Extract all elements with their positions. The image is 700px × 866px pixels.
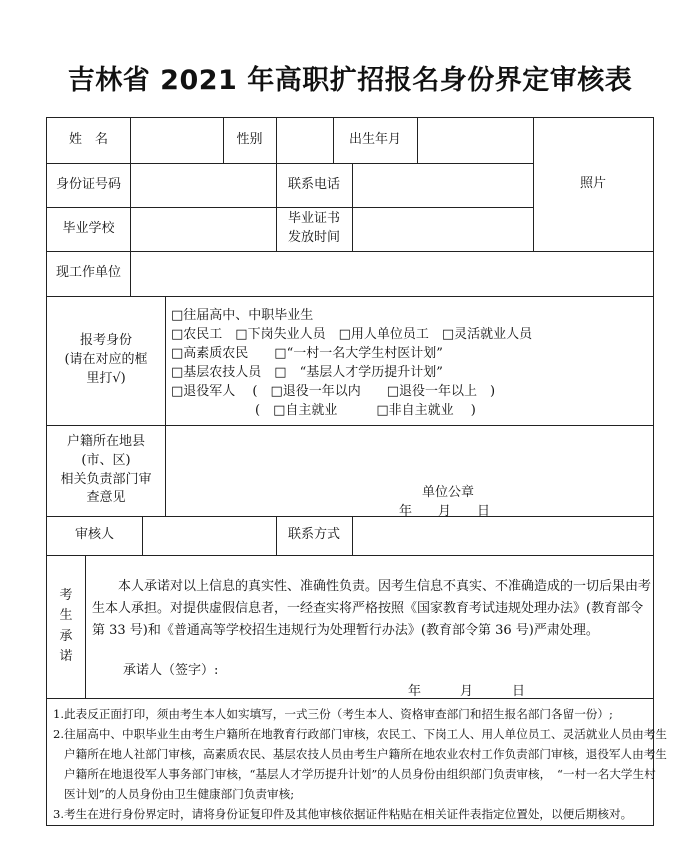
pledge-side-char: 承 [59, 628, 73, 644]
note-line: 1.此表反正面打印，须由考生本人如实填写，一式三份（考生本人、资格审查部门和招生报名部门各留一份）; [53, 707, 613, 721]
photo-box[interactable]: 照片 [579, 176, 606, 192]
department-opinion-label [47, 425, 165, 516]
birth-date-label: 出生年月 [348, 132, 401, 148]
gender-field[interactable] [277, 119, 332, 162]
reviewer-label: 审核人 [74, 527, 114, 543]
contact-field[interactable] [353, 517, 652, 554]
identity-label [47, 296, 165, 425]
note-line: 3.考生在进行身份界定时，请将身份证复印件及其他审核依据证件粘贴在相关证件表指定位置处，以便后期核对。 [53, 807, 633, 821]
cert-date-label [276, 207, 352, 251]
audit-form-table [46, 117, 667, 826]
identity-option-line[interactable]: □退役军人 ( □退役一年以内 □退役一年以上 ) [171, 384, 496, 399]
department-label-line3: 相关负责部门审 [60, 471, 152, 487]
note-line: 户籍所在地退役军人事务部门审核，“基层人才学历提升计划”的人员身份由组织部门负责审核， “一村一名大学生村 [64, 767, 656, 781]
pledge-side-label [47, 555, 85, 698]
identity-label-line2: (请在对应的框 [64, 352, 148, 368]
identity-option-line[interactable]: □往届高中、中职毕业生 [171, 308, 314, 323]
note-line: 医计划”的人员身份由卫生健康部门负责审核; [64, 787, 295, 801]
identity-option-line[interactable]: ( □自主就业 □非自主就业 ) [255, 403, 476, 418]
department-label-line4: 查意见 [86, 490, 126, 506]
work-unit-field[interactable] [131, 252, 652, 295]
note-line: 户籍所在地人社部门审核，高素质农民、基层农技人员由考生户籍所在地农业农村工作负责部门审核，退役军人由考生 [64, 747, 667, 761]
phone-field[interactable] [353, 164, 532, 206]
pledge-text-line: 本人承诺对以上信息的真实性、准确性负责。因考生信息不真实、不准确造成的一切后果由考 [118, 579, 652, 594]
pledge-date: 年 月 日 [408, 684, 526, 699]
id-number-field[interactable] [131, 164, 275, 206]
unit-seal-label: 单位公章 [422, 485, 475, 500]
department-label-line2: (市、区) [81, 452, 131, 468]
birth-date-field[interactable] [418, 119, 532, 162]
contact-label: 联系方式 [287, 527, 340, 543]
pledge-text-line: 第 33 号)和《普通高等学校招生违规行为处理暂行办法》(教育部令第 36 号)严肃处理。 [92, 623, 599, 638]
school-label: 毕业学校 [62, 220, 115, 236]
cert-date-label-line1: 毕业证书 [287, 211, 340, 227]
identity-label-line1: 报考身份 [79, 333, 132, 349]
gender-label: 性别 [236, 132, 263, 148]
school-field[interactable] [131, 208, 275, 250]
phone-label: 联系电话 [287, 176, 340, 192]
identity-label-line3: 里打√) [86, 370, 126, 386]
department-label-line1: 户籍所在地县 [66, 433, 145, 449]
pledge-signature-label: 承诺人（签字）: [123, 663, 219, 678]
seal-date: 年 月 日 [399, 504, 491, 519]
work-unit-label: 现工作单位 [55, 265, 121, 281]
cert-date-field[interactable] [353, 208, 532, 250]
pledge-side-char: 生 [59, 608, 73, 624]
pledge-text-line: 生本人承担。对提供虚假信息者，一经查实将严格按照《国家教育考试违规处理办法》(教育部令 [92, 601, 644, 616]
form-title: 吉林省 2021 年高职扩招报名身份界定审核表 [67, 65, 633, 96]
name-label: 姓 名 [68, 132, 108, 148]
identity-option-line[interactable]: □高素质农民 □“一村一名大学生村医计划” [171, 346, 443, 361]
note-line: 2.往届高中、中职毕业生由考生户籍所在地教育行政部门审核，农民工、下岗工人、用人单位员工、灵活就业人员由考生 [53, 727, 667, 741]
identity-option-line[interactable]: □农民工 □下岗失业人员 □用人单位员工 □灵活就业人员 [171, 327, 533, 342]
pledge-signature-field[interactable] [222, 654, 422, 678]
cert-date-label-line2: 发放时间 [287, 230, 340, 245]
identity-option-line[interactable]: □基层农技人员 □ “基层人才学历提升计划” [171, 365, 443, 380]
id-number-label: 身份证号码 [55, 176, 121, 192]
department-opinion-field[interactable] [166, 426, 652, 482]
name-field[interactable] [131, 119, 222, 162]
pledge-side-char: 考 [59, 588, 73, 604]
reviewer-field[interactable] [143, 517, 275, 554]
pledge-side-char: 诺 [59, 648, 73, 664]
